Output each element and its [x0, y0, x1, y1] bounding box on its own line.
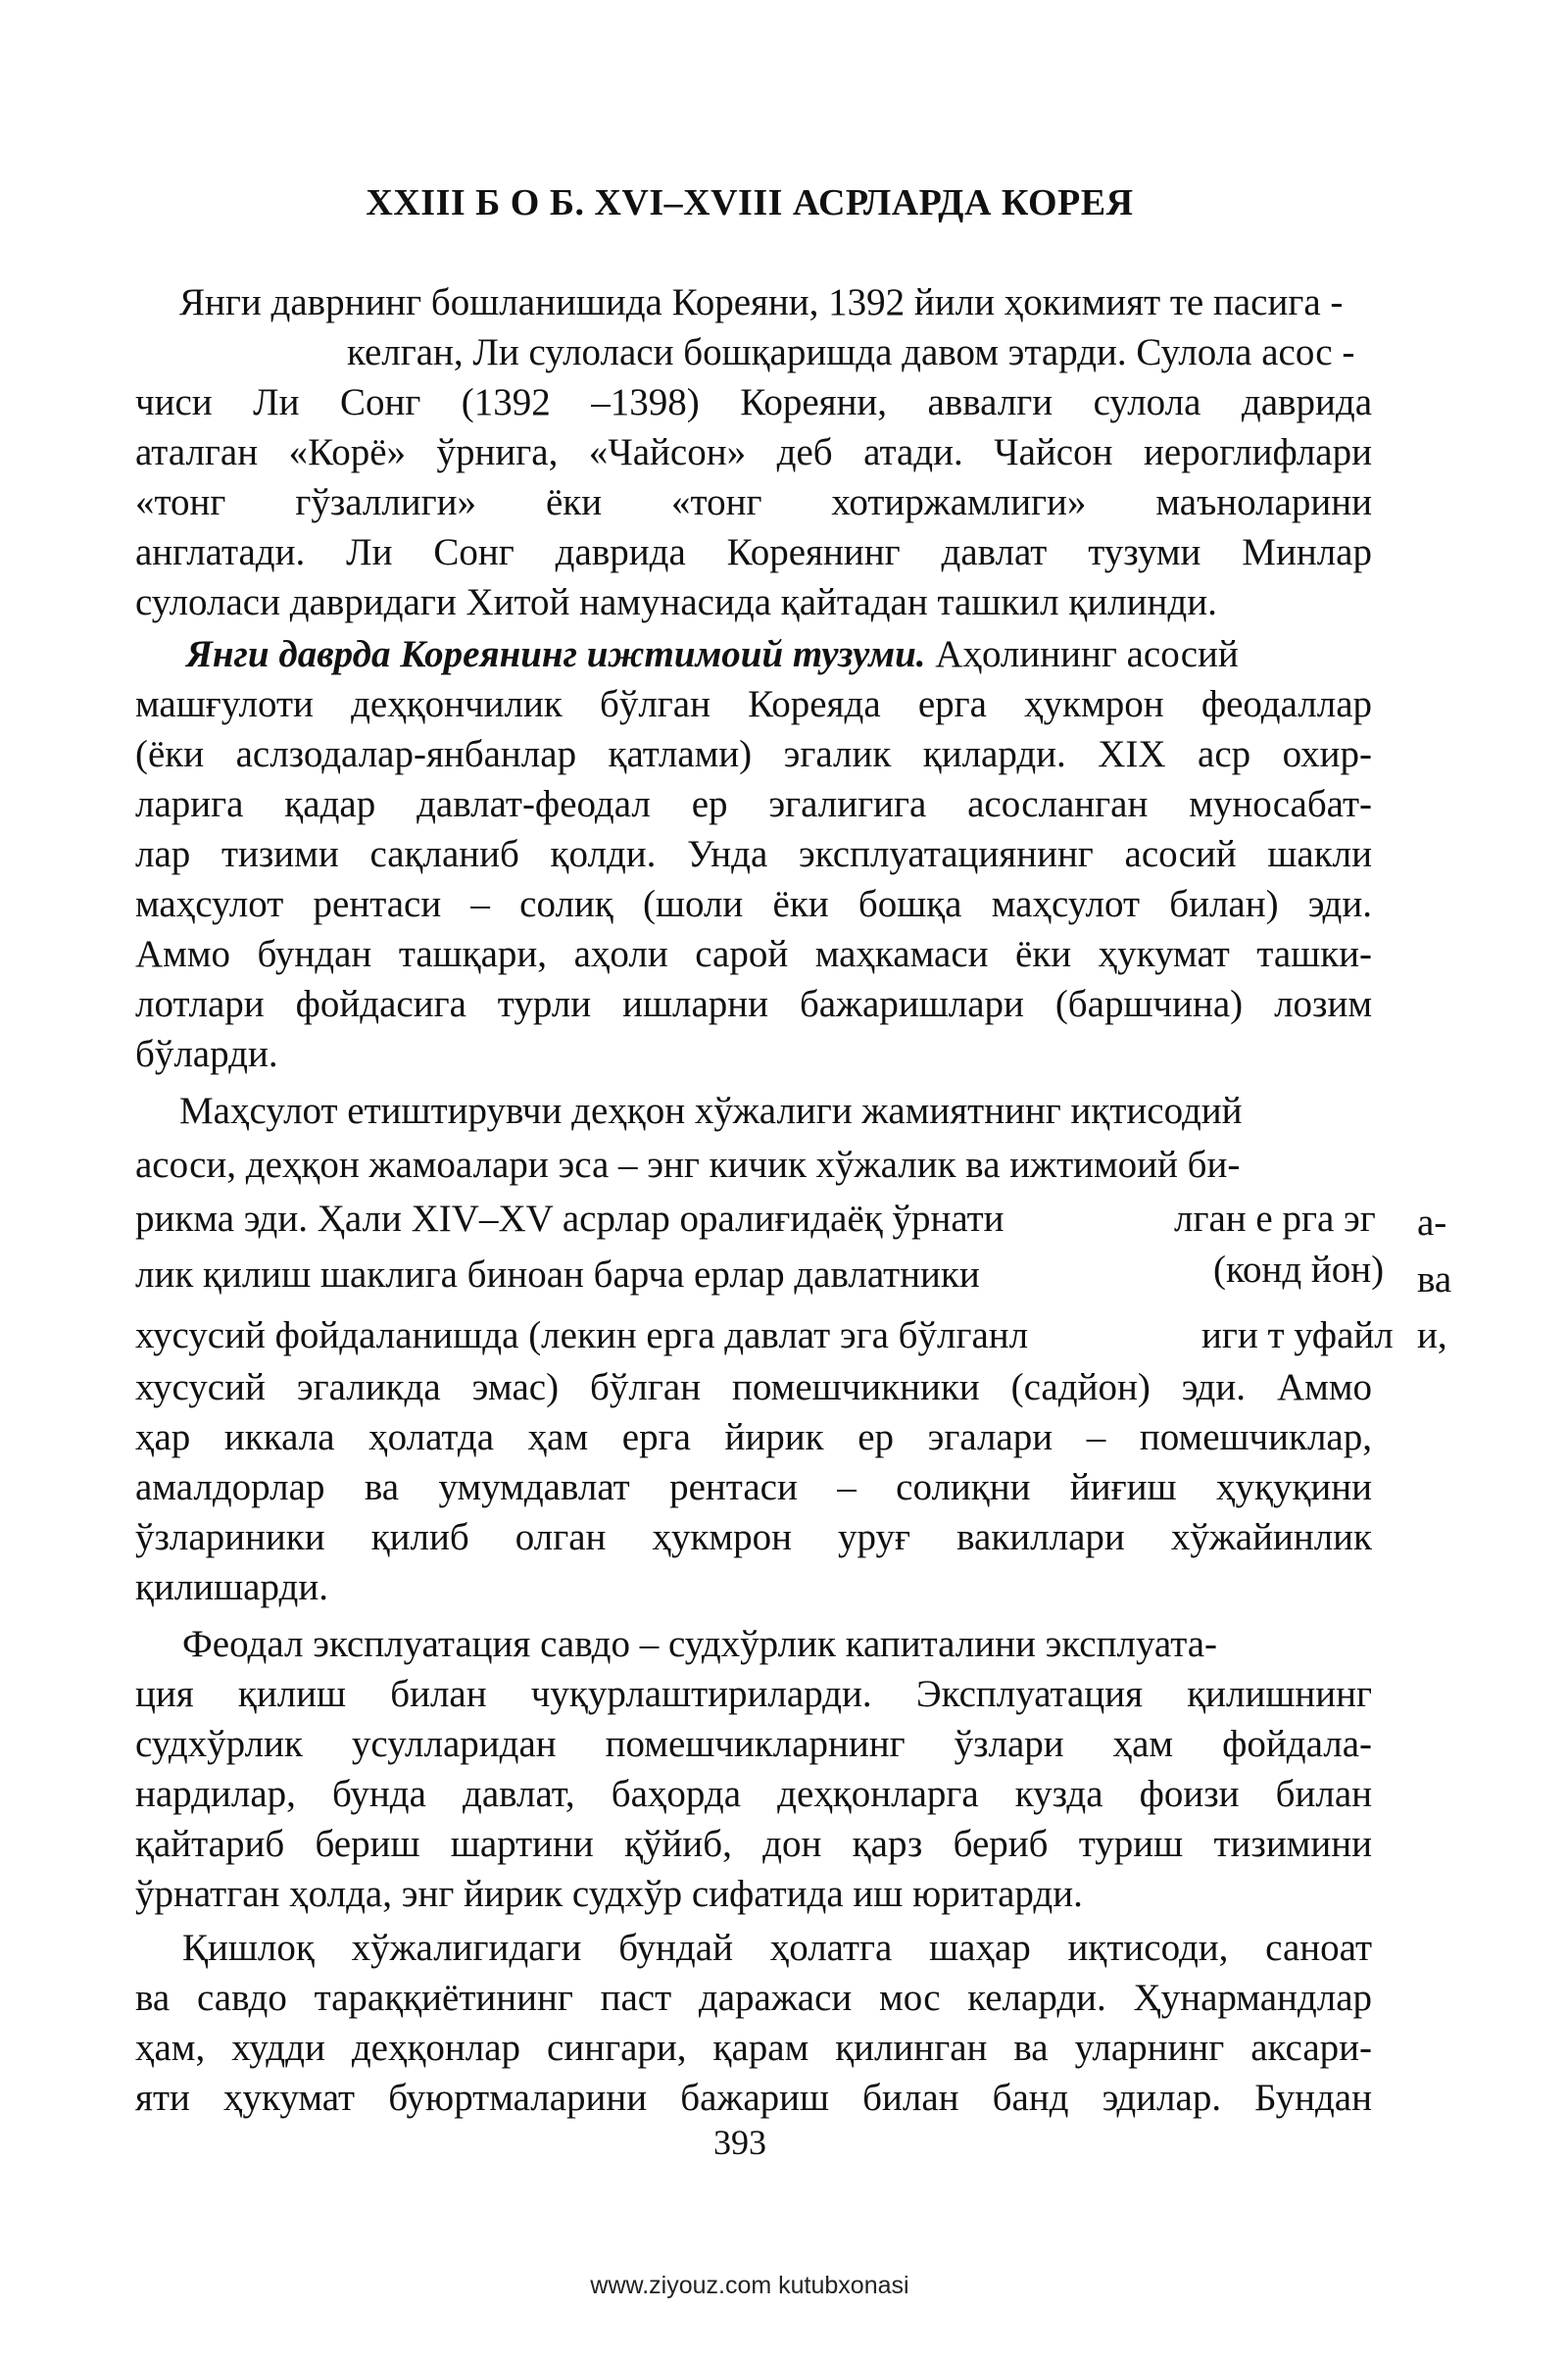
text-line: қайтариб бериш шартини қўйиб, дон қарз бериб туриш тизимини — [135, 1823, 1372, 1865]
text-line: ция қилиш билан чуқурлаштириларди. Эксплуатация қилишнинг — [135, 1673, 1372, 1715]
text-line: судхўрлик усулларидан помешчикларнинг ўзлари ҳам фойдала- — [135, 1723, 1372, 1765]
text-fragment: иги т уфайл — [1201, 1314, 1394, 1356]
text-line: рикма эди. Ҳали XIV–XV асрлар оралиғидаёқ ўрнати — [135, 1198, 1004, 1240]
text-line: Маҳсулот етиштирувчи деҳқон хўжалиги жамиятнинг иқтисодий — [179, 1090, 1243, 1132]
page-number: 393 — [713, 2123, 766, 2162]
text-fragment: и, — [1417, 1314, 1447, 1356]
text-line: яти ҳукумат буюртмаларини бажариш билан банд эдилар. Бундан — [135, 2077, 1372, 2119]
text-line — [186, 629, 1372, 679]
text-line: лар тизими сақланиб қолди. Унда эксплуатациянинг асосий шакли — [135, 833, 1372, 875]
text-line: машғулоти деҳқончилик бўлган Кореяда ерга ҳукмрон феодаллар — [135, 683, 1372, 725]
text-fragment: лган е рга эг — [1174, 1198, 1376, 1240]
text-fragment: Аҳолининг асосий — [935, 633, 1239, 675]
text-line: ўзлариники қилиб олган ҳукмрон уруғ вакиллари хўжайинлик — [135, 1516, 1372, 1558]
text-line: нардилар, бунда давлат, баҳорда деҳқонларга кузда фоизи билан — [135, 1773, 1372, 1815]
text-line: хусусий фойдаланишда (лекин ерга давлат эга бўлганл — [135, 1314, 1029, 1356]
section-heading: Янги даврда Кореянинг ижтимоий тузуми. — [186, 633, 926, 675]
text-line: ларига қадар давлат-феодал ер эгалигига асосланган муносабат- — [135, 783, 1372, 825]
text-line: келган, Ли сулоласи бошқаришда давом этарди. Сулола асос - — [347, 331, 1355, 373]
text-line: «тонг гўзаллиги» ёки «тонг хотиржамлиги» маъноларини — [135, 481, 1372, 523]
text-line: Янги даврнинг бошланишида Кореяни, 1392 йили ҳокимият те пасига - — [179, 281, 1344, 323]
text-line: сулоласи давридаги Хитой намунасида қайтадан ташкил қилинди. — [135, 581, 1217, 623]
text-line: асоси, деҳқон жамоалари эса – энг кичик хўжалик ва ижтимоий би- — [135, 1144, 1241, 1186]
text-line: чиси Ли Сонг (1392 –1398) Кореяни, аввалги сулола даврида — [135, 381, 1372, 423]
text-line: аталган «Корё» ўрнига, «Чайсон» деб атади. Чайсон иероглифлари — [135, 431, 1372, 473]
text-line: ўрнатган ҳолда, энг йирик судхўр сифатида иш юритарди. — [135, 1873, 1083, 1915]
text-line: бўларди. — [135, 1033, 278, 1075]
text-line: ҳар иккала ҳолатда ҳам ерга йирик ер эгалари – помешчиклар, — [135, 1416, 1372, 1458]
text-fragment: а- — [1417, 1202, 1447, 1244]
text-line: лик қилиш шаклига биноан барча ерлар давлатники — [135, 1253, 980, 1296]
text-line: лотлари фойдасига турли ишларни бажаришлари (баршчина) лозим — [135, 983, 1372, 1025]
chapter-title: XXIII Б О Б. XVI–XVIII АСРЛАРДА КОРЕЯ — [366, 182, 1134, 223]
text-line: маҳсулот рентаси – солиқ (шоли ёки бошқа маҳсулот билан) эди. — [135, 883, 1372, 925]
text-line: ва савдо тараққиётининг паст даражаси мос келарди. Ҳунармандлар — [135, 1977, 1372, 2019]
text-line: амалдорлар ва умумдавлат рентаси – солиқни йиғиш ҳуқуқини — [135, 1466, 1372, 1508]
text-line: Феодал эксплуатация савдо – судхўрлик капиталини эксплуата- — [182, 1623, 1218, 1665]
text-line: Қишлоқ хўжалигидаги бундай ҳолатга шаҳар иқтисоди, саноат — [182, 1927, 1372, 1969]
footer-source: www.ziyouz.com kutubxonasi — [590, 2272, 909, 2299]
text-line: Аммо бундан ташқари, аҳоли сарой маҳкамаси ёки ҳукумат ташки- — [135, 933, 1372, 975]
text-fragment: (конд йон) — [1213, 1249, 1385, 1291]
text-line: қилишарди. — [135, 1566, 328, 1608]
text-line: ҳам, худди деҳқонлар сингари, қарам қилинган ва уларнинг аксари- — [135, 2027, 1372, 2069]
text-line: (ёки аслзодалар-янбанлар қатлами) эгалик қиларди. XIX аср охир- — [135, 733, 1372, 775]
text-line: англатади. Ли Сонг даврида Кореянинг давлат тузуми Минлар — [135, 531, 1372, 573]
text-fragment: ва — [1417, 1258, 1452, 1301]
text-line: хусусий эгаликда эмас) бўлган помешчикники (садйон) эди. Аммо — [135, 1366, 1372, 1408]
